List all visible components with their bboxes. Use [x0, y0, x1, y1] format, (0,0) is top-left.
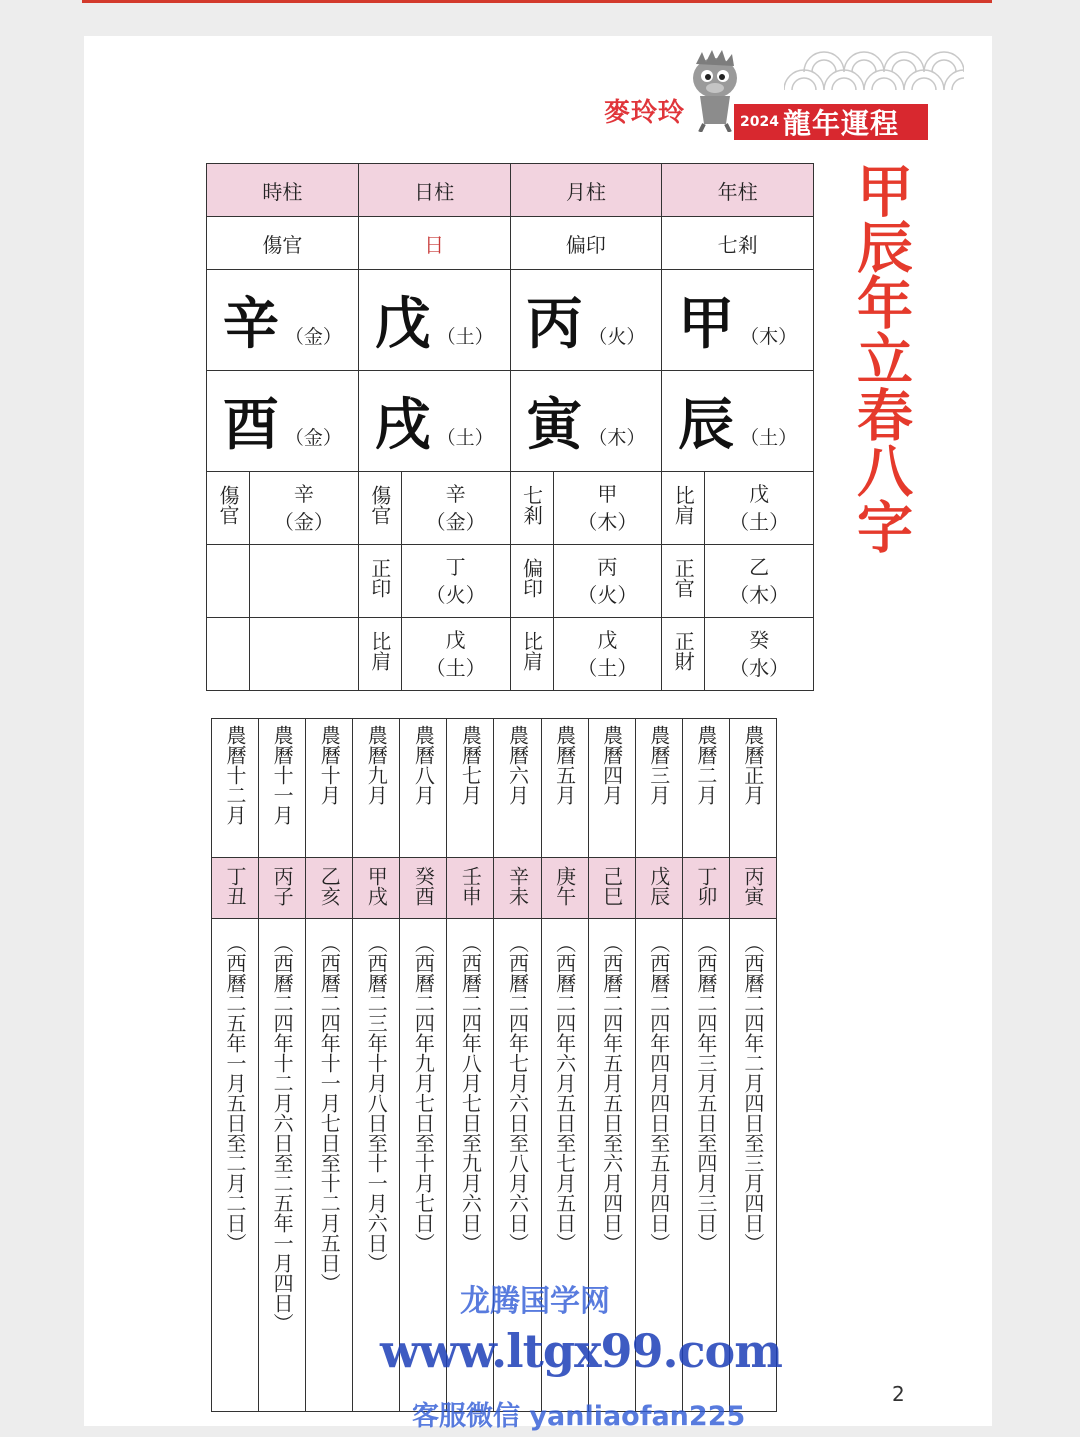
- branch-element: （土）: [740, 427, 798, 449]
- ganzhi-cell: 己巳: [588, 858, 635, 919]
- lunar-month-cell: 農曆二月: [682, 719, 729, 858]
- hidden-stem: 丁 （火）: [401, 545, 510, 618]
- lunar-month-cell: 農曆正月: [729, 719, 776, 858]
- hidden-stem: 丙 （火）: [553, 545, 662, 618]
- ten-god-row: [207, 217, 814, 270]
- pillar-header-row: [207, 164, 814, 217]
- branch-cell: [510, 371, 662, 472]
- stem-char: 戊: [374, 292, 431, 357]
- date-range-cell: （西曆二四年五月五日至六月四日）: [588, 919, 635, 1412]
- hidden-god: 比肩: [358, 618, 401, 691]
- hidden-god: 比肩: [662, 472, 705, 545]
- branch-char: 酉: [222, 393, 279, 458]
- date-range-cell: （西曆二四年八月七日至九月六日）: [447, 919, 494, 1412]
- hidden-stem: 戊 （土）: [705, 472, 814, 545]
- lunar-month-cell: 農曆四月: [588, 719, 635, 858]
- stem-element: （木）: [740, 326, 798, 348]
- ganzhi-cell: 辛未: [494, 858, 541, 919]
- lunar-month-cell: 農曆十二月: [212, 719, 259, 858]
- ten-god-cell: 傷官: [207, 217, 359, 270]
- date-range-cell: （西曆二四年七月六日至八月六日）: [494, 919, 541, 1412]
- lunar-month-cell: 農曆九月: [353, 719, 400, 858]
- stem-cell: [207, 270, 359, 371]
- stem-char: 丙: [526, 292, 583, 357]
- pillar-header: 時柱: [207, 164, 359, 217]
- stem-char: 辛: [222, 292, 279, 357]
- ganzhi-cell: 乙亥: [306, 858, 353, 919]
- branch-cell: [207, 371, 359, 472]
- hidden-stem-row: [207, 472, 814, 545]
- date-range-cell: （西曆二四年四月四日至五月四日）: [635, 919, 682, 1412]
- stem-cell: [662, 270, 814, 371]
- hidden-stem: [250, 545, 359, 618]
- hidden-god: 正官: [662, 545, 705, 618]
- series-year: 2024: [740, 114, 779, 130]
- hidden-stem: 乙 （木）: [705, 545, 814, 618]
- book-page: [84, 36, 992, 1432]
- pillar-header: 日柱: [358, 164, 510, 217]
- lunar-month-cell: 農曆五月: [541, 719, 588, 858]
- hidden-god: [207, 618, 250, 691]
- bazi-table: [206, 163, 814, 691]
- ten-god-cell: 日: [358, 217, 510, 270]
- date-range-cell: （西曆二四年三月五日至四月三日）: [682, 919, 729, 1412]
- hidden-god: 偏印: [510, 545, 553, 618]
- lunar-month-cell: 農曆十月: [306, 719, 353, 858]
- hidden-god: 正財: [662, 618, 705, 691]
- date-range-cell: （西曆二四年十一月七日至十二月五日）: [306, 919, 353, 1412]
- ganzhi-cell: 壬申: [447, 858, 494, 919]
- ganzhi-cell: 丁丑: [212, 858, 259, 919]
- branch-char: 寅: [526, 393, 583, 458]
- ganzhi-cell: 庚午: [541, 858, 588, 919]
- hidden-god: 傷官: [207, 472, 250, 545]
- lunar-month-cell: 農曆七月: [447, 719, 494, 858]
- watermark-url: www.ltgx99.com: [380, 1324, 782, 1378]
- hidden-stem-row: [207, 618, 814, 691]
- hidden-stem: 辛 （金）: [250, 472, 359, 545]
- watermark-contact: 客服微信 yanliaofan225: [412, 1401, 746, 1432]
- stem-element: （火）: [588, 326, 646, 348]
- lunar-month-cell: 農曆三月: [635, 719, 682, 858]
- ten-god-cell: 偏印: [510, 217, 662, 270]
- stem-cell: [358, 270, 510, 371]
- ganzhi-cell: 丙寅: [729, 858, 776, 919]
- date-range-cell: （西曆二四年六月五日至七月五日）: [541, 919, 588, 1412]
- stem-cell: [510, 270, 662, 371]
- branch-char: 戌: [374, 393, 431, 458]
- ten-god-cell: 七剎: [662, 217, 814, 270]
- ganzhi-cell: 丙子: [259, 858, 306, 919]
- ganzhi-cell: 丁卯: [682, 858, 729, 919]
- ganzhi-row: [212, 858, 777, 919]
- page-number: 2: [892, 1382, 905, 1406]
- date-range-cell: （西曆二四年十二月六日至二五年一月四日）: [259, 919, 306, 1412]
- branch-cell: [358, 371, 510, 472]
- lunar-month-cell: 農曆六月: [494, 719, 541, 858]
- pillar-header: 年柱: [662, 164, 814, 217]
- author-name: 麥玲玲: [604, 98, 686, 128]
- lunar-month-cell: 農曆十一月: [259, 719, 306, 858]
- wave-pattern-decoration: [784, 50, 964, 110]
- hidden-stem: 戊 （土）: [553, 618, 662, 691]
- page-title: 甲辰年立春八字: [848, 162, 913, 554]
- pillar-header: 月柱: [510, 164, 662, 217]
- ganzhi-cell: 癸酉: [400, 858, 447, 919]
- hidden-stem: 甲 （木）: [553, 472, 662, 545]
- hidden-stem: [250, 618, 359, 691]
- series-title-banner: [734, 104, 928, 140]
- stem-char: 甲: [678, 292, 735, 357]
- branch-char: 辰: [678, 393, 735, 458]
- ganzhi-cell: 甲戌: [353, 858, 400, 919]
- earthly-branch-row: [207, 371, 814, 472]
- series-title: 龍年運程: [782, 107, 899, 140]
- branch-cell: [662, 371, 814, 472]
- date-range-cell: （西曆二四年九月七日至十月七日）: [400, 919, 447, 1412]
- hidden-god: 傷官: [358, 472, 401, 545]
- branch-element: （土）: [436, 427, 494, 449]
- stem-element: （土）: [436, 326, 494, 348]
- branch-element: （木）: [588, 427, 646, 449]
- hidden-stem: 癸 （水）: [705, 618, 814, 691]
- hidden-stem-row: [207, 545, 814, 618]
- ganzhi-cell: 戊辰: [635, 858, 682, 919]
- lunar-month-row: [212, 719, 777, 858]
- watermark-site-name: 龙腾国学网: [460, 1284, 610, 1319]
- lunar-month-cell: 農曆八月: [400, 719, 447, 858]
- hidden-stem: 戊 （土）: [401, 618, 510, 691]
- top-rule: [82, 0, 992, 3]
- stem-element: （金）: [284, 326, 342, 348]
- date-range-cell: （西曆二三年十月八日至十一月六日）: [353, 919, 400, 1412]
- hidden-god: 七剎: [510, 472, 553, 545]
- heavenly-stem-row: [207, 270, 814, 371]
- hidden-stem: 辛 （金）: [401, 472, 510, 545]
- hidden-god: [207, 545, 250, 618]
- date-range-cell: （西曆二四年二月四日至三月四日）: [729, 919, 776, 1412]
- hidden-god: 比肩: [510, 618, 553, 691]
- date-range-cell: （西曆二五年一月五日至二月二日）: [212, 919, 259, 1412]
- branch-element: （金）: [284, 427, 342, 449]
- hidden-god: 正印: [358, 545, 401, 618]
